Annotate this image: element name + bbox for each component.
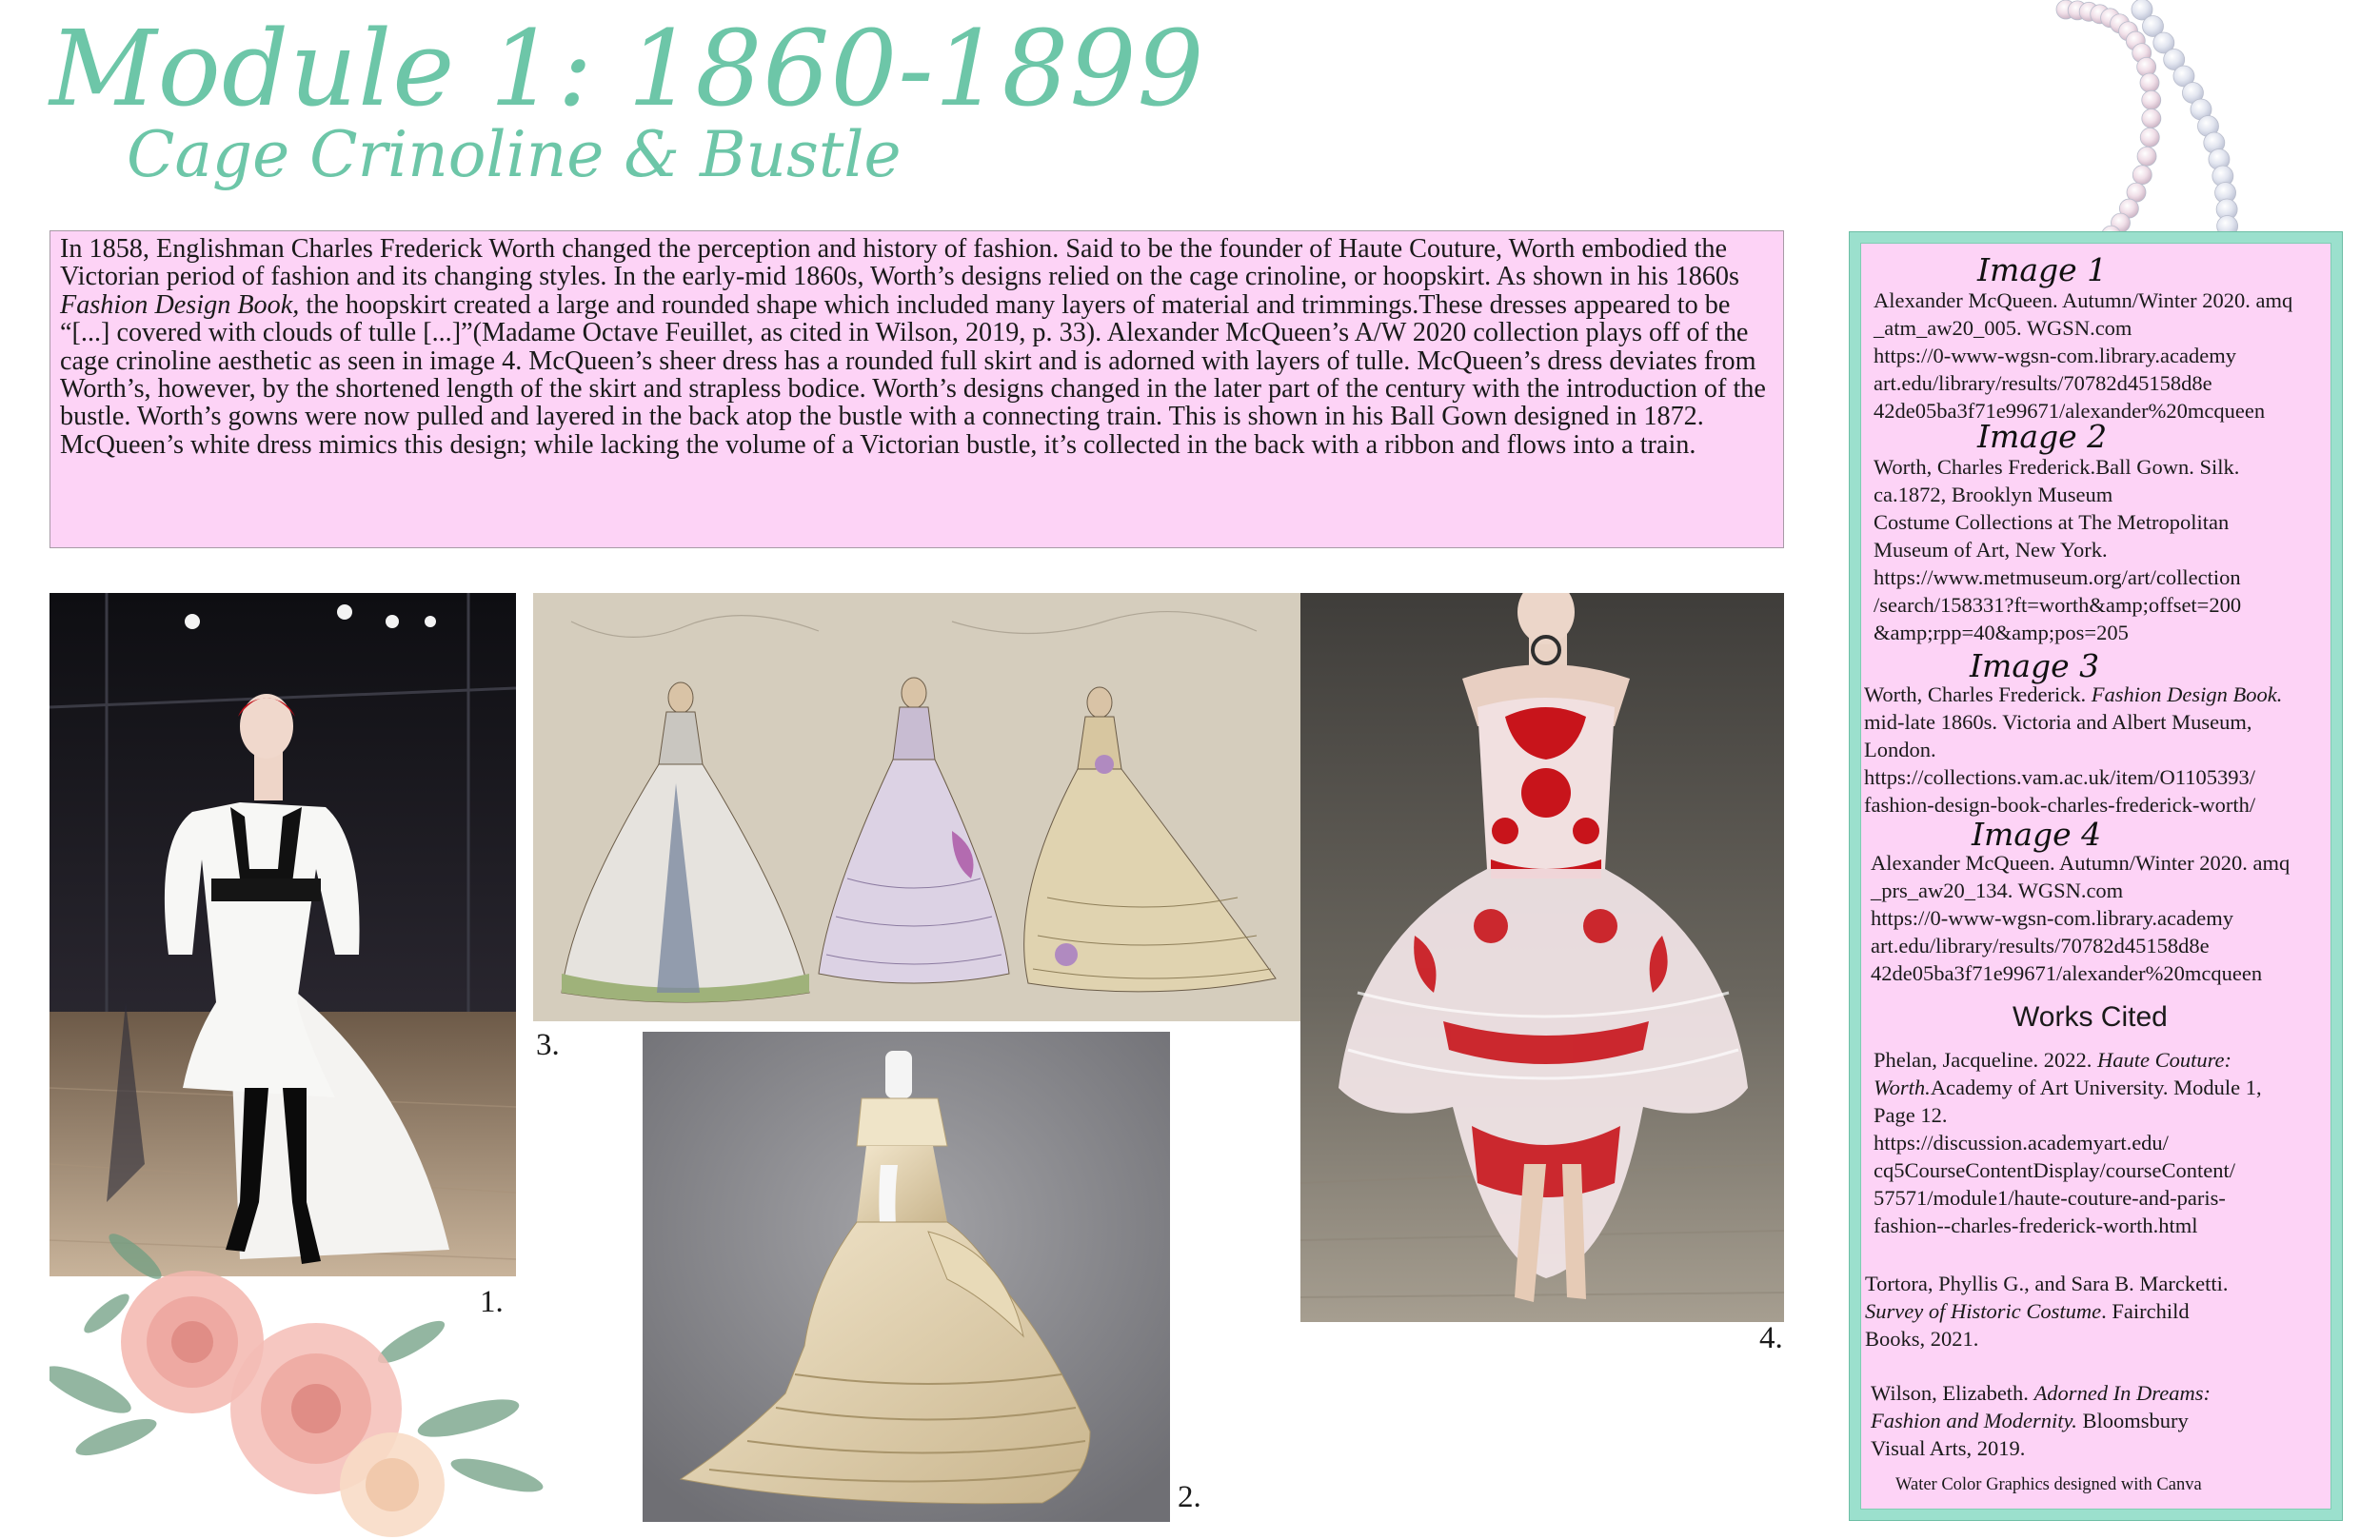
figure-4-label: 4. — [1759, 1321, 1783, 1355]
works-cited-tortora — [1865, 1270, 2228, 1352]
image-1-citation: Alexander McQueen. Autumn/Winter 2020. amq _atm_aw20_005. WGSN.com https://0-www-wgsn-com.library.academy art.edu/library/results/70782d45158d8e 42de05ba3f71e99671/alexander%20mcqueen — [1874, 288, 2293, 423]
pearl-bead — [2140, 73, 2159, 92]
pearl-bead — [2142, 90, 2161, 109]
phelan-title: Haute Couture: Worth. — [1874, 1048, 2231, 1099]
pearl-bead — [2137, 147, 2156, 166]
wilson-title: Adorned In Dreams: Fashion and Modernity. — [1871, 1381, 2211, 1432]
page-title: Module 1: 1860-1899 — [50, 8, 1205, 129]
image-3-citation-rest: mid-late 1860s. Victoria and Albert Museum, London. https://collections.vam.ac.uk/item/O1105393/ fashion-design-book-charles-frederick-worth/ — [1864, 710, 2256, 817]
image-3-heading: Image 3 — [1970, 647, 2100, 684]
phelan-author: Phelan, Jacqueline. 2022. — [1874, 1048, 2097, 1072]
citations-panel — [1849, 231, 2343, 1521]
tortora-title: Survey of Historic Costume — [1865, 1299, 2102, 1323]
pearl-bead — [2142, 109, 2161, 128]
figure-2-label: 2. — [1178, 1480, 1201, 1514]
image-3-citation — [1864, 681, 2282, 819]
intro-book-title: Fashion Design Book, — [60, 289, 300, 320]
intro-text-part1: In 1858, Englishman Charles Frederick Worth changed the perception and history of fashion. Said to be the founder of Haute Couture, Worth embodied the Victorian period of fashion and its changing styles. In the early-mid 1860s, Worth’s designs relied on the cage crinoline, or hoopskirt. As shown in his 1860s — [60, 234, 1739, 292]
tortora-rest: . Fairchild Books, 2021. — [1865, 1299, 2190, 1351]
works-cited-phelan — [1874, 1046, 2262, 1239]
image-4-citation: Alexander McQueen. Autumn/Winter 2020. amq _prs_aw20_134. WGSN.com https://0-www-wgsn-com.library.academy art.edu/library/results/70782d45158d8e 42de05ba3f71e99671/alexander%20mcqueen — [1871, 851, 2291, 985]
worth-ball-gown-photo — [643, 1032, 1170, 1522]
pearl-bead — [2140, 128, 2159, 147]
watercolor-roses-decoration — [50, 1199, 545, 1540]
works-cited-wilson — [1871, 1379, 2211, 1462]
figure-3-label: 3. — [536, 1028, 560, 1062]
page-subtitle: Cage Crinoline & Bustle — [127, 118, 902, 191]
intro-text-part2: the hoopskirt created a large and rounded shape which included many layers of material and trimmings.These dresses appeared to be “[...] covered with clouds of tulle [...]”(Madame Octave Feuillet, as cited in Wilson, 2019, p. 33). Alexander McQueen’s A/W 2020 collection plays off of the cage crinoline aesthetic as seen in image 4. McQueen’s sheer dress has a rounded full skirt and is adorned with layers of tulle. McQueen’s dress deviates from Worth’s, however, by the shortened length of the skirt and strapless bodice. Worth’s designs changed in the later part of the century with the introduction of the bustle. Worth’s gowns were now pulled and layered in the back atop the bustle with a connecting train. This is shown in his Ball Gown designed in 1872. McQueen’s white dress mimics this design; while lacking the volume of a Victorian bustle, it’s collected in the back with a ribbon and flows into a train. — [60, 289, 1766, 460]
phelan-rest: Academy of Art University. Module 1, Page 12. https://discussion.academyart.edu/ cq5CourseContentDisplay/courseContent/ 57571/module1/haute-couture-and-paris- fashion--charles-frederick-worth.html — [1874, 1076, 2262, 1237]
image-3-citation-title: Fashion Design Book. — [2091, 682, 2283, 706]
wilson-author: Wilson, Elizabeth. — [1871, 1381, 2034, 1405]
pearl-bead — [2132, 166, 2152, 185]
works-cited-heading: Works Cited — [2013, 1001, 2168, 1033]
figure-1-label: 1. — [480, 1285, 504, 1319]
image-3-citation-author: Worth, Charles Frederick. — [1864, 682, 2092, 706]
image-2-heading: Image 2 — [1977, 418, 2108, 455]
intro-paragraph — [60, 235, 1774, 459]
mcqueen-white-dress-photo — [50, 593, 516, 1276]
citations-panel-inner — [1860, 243, 2331, 1510]
canva-credit: Water Color Graphics designed with Canva — [1895, 1475, 2202, 1494]
mcqueen-red-tulle-dress-photo — [1300, 593, 1784, 1322]
image-4-heading: Image 4 — [1972, 816, 2102, 853]
image-1-heading: Image 1 — [1977, 251, 2108, 288]
tortora-author: Tortora, Phyllis G., and Sara B. Marcketti. — [1865, 1272, 2229, 1295]
wilson-rest: Bloomsbury Visual Arts, 2019. — [1871, 1409, 2189, 1460]
image-2-citation: Worth, Charles Frederick.Ball Gown. Silk. ca.1872, Brooklyn Museum Costume Collections at The Metropolitan Museum of Art, New York. https://www.metmuseum.org/art/collection /search/158331?ft=worth&amp;offset=200 &amp;rpp=40&amp;pos=205 — [1874, 455, 2242, 644]
intro-paragraph-box — [50, 230, 1784, 548]
worth-fashion-design-book-sketch — [533, 593, 1300, 1021]
